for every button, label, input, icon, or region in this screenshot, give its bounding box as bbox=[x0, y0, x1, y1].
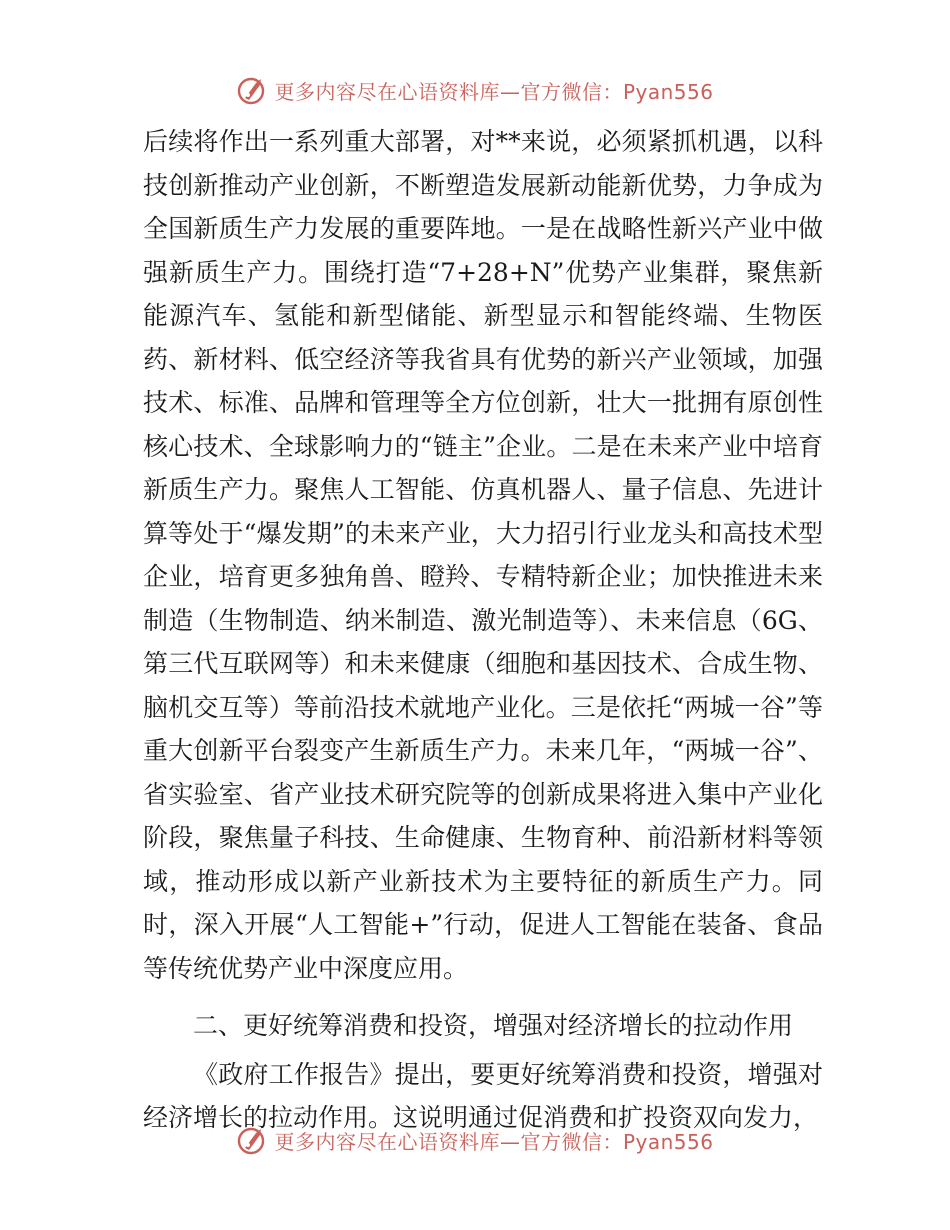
pen-nib-circle-icon bbox=[236, 73, 270, 107]
body-paragraph: 后续将作出一系列重大部署，对**来说，必须紧抓机遇，以科技创新推动产业创新，不断塑造发展新动能新优势，力争成为全国新质生产力发展的重要阵地。一是在战略性新兴产业中做强新质生产力。围绕打造“7+28+N”优势产业集群，聚焦新能源汽车、氢能和新型储能、新型显示和智能终端、生物医药、新材料、低空经济等我省具有优势的新兴产业领域，加强技术、标准、品牌和管理等全方位创新，壮大一批拥有原创性核心技术、全球影响力的“链主”企业。二是在未来产业中培育新质生产力。聚焦人工智能、仿真机器人、量子信息、先进计算等处于“爆发期”的未来产业，大力招引行业龙头和高技术型企业，培育更多独角兽、瞪羚、专精特新企业；加快推进未来制造（生物制造、纳米制造、激光制造等）、未来信息（6G、第三代互联网等）和未来健康（细胞和基因技术、合成生物、脑机交互等）等前沿技术就地产业化。三是依托“两城一谷”等重大创新平台裂变产生新质生产力。未来几年，“两城一谷”、省实验室、省产业技术研究院等的创新成果将进入集中产业化阶段，聚焦量子科技、生命健康、生物育种、前沿新材料等领域，推动形成以新产业新技术为主要特征的新质生产力。同时，深入开展“人工智能+”行动，促进人工智能在装备、食品等传统优势产业中深度应用。 bbox=[143, 127, 823, 983]
section-heading: 二、更好统筹消费和投资，增强对经济增长的拉动作用 bbox=[193, 1011, 794, 1040]
footer-watermark-banner bbox=[0, 1120, 950, 1160]
body-paragraph: 《政府工作报告》提出，要更好统筹消费和投资，增强对经济增长的拉动作用。这说明通过促消费和扩投资双向发力， bbox=[143, 1059, 823, 1132]
header-watermark-banner bbox=[0, 70, 950, 110]
banner-text: 更多内容尽在心语资料库—官方微信：Pyan556 bbox=[274, 79, 714, 104]
banner-text: 更多内容尽在心语资料库—官方微信：Pyan556 bbox=[274, 1129, 714, 1154]
pen-nib-circle-icon bbox=[236, 1123, 270, 1157]
document-body bbox=[143, 120, 823, 1140]
